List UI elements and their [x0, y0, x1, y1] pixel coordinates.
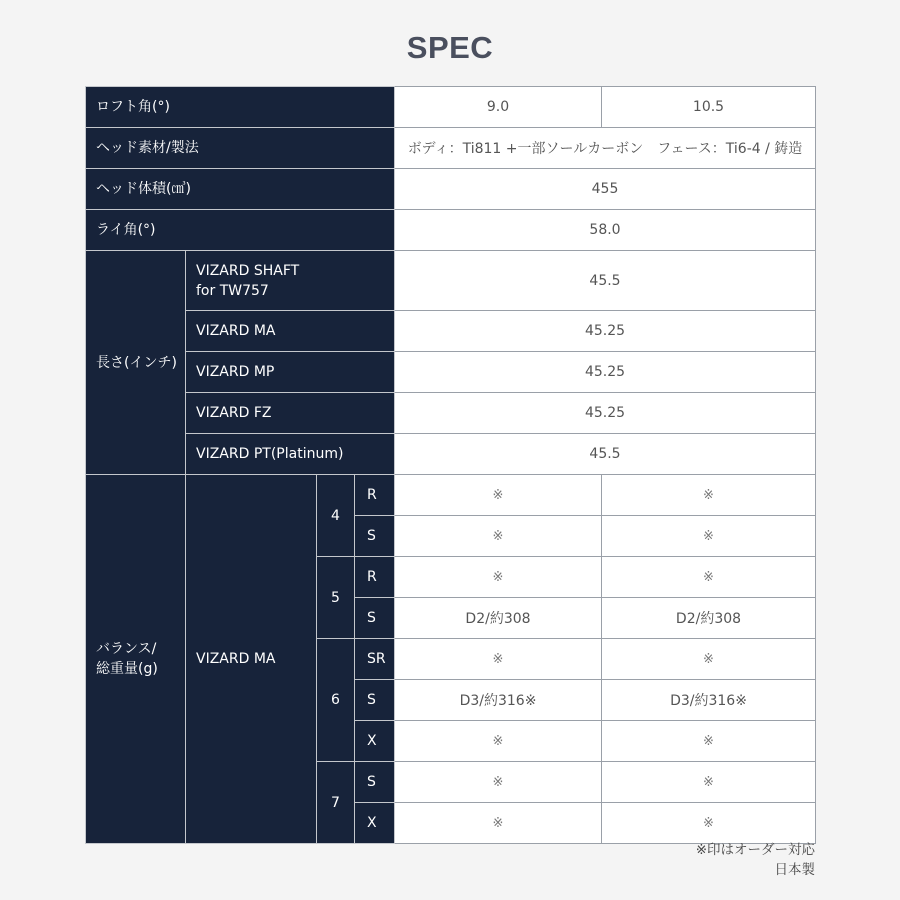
head-material-value: ボディ：Ti811 +一部ソールカーボン フェース：Ti6-4 / 鋳造 — [395, 128, 816, 169]
flex-label: S — [355, 598, 395, 639]
lie-label: ライ角(°) — [86, 210, 395, 251]
head-volume-value: 455 — [395, 169, 816, 210]
balance-shaft-label: VIZARD MA — [186, 475, 317, 844]
balance-value-2: ※ — [602, 762, 816, 803]
length-shaft-label: VIZARD SHAFT for TW757 — [186, 251, 395, 311]
balance-value-2: D2/約308 — [602, 598, 816, 639]
table-row-length — [86, 434, 816, 475]
lie-value: 58.0 — [395, 210, 816, 251]
weight-label: 6 — [317, 639, 355, 762]
balance-value-2: ※ — [602, 557, 816, 598]
balance-value-1: ※ — [395, 557, 602, 598]
loft-value-2: 10.5 — [602, 87, 816, 128]
table-row-lie — [86, 210, 816, 251]
balance-value-2: ※ — [602, 803, 816, 844]
order-note: ※印はオーダー対応 — [695, 842, 815, 858]
balance-value-1: ※ — [395, 762, 602, 803]
length-value: 45.25 — [395, 352, 816, 393]
head-material-label: ヘッド素材/製法 — [86, 128, 395, 169]
length-value: 45.25 — [395, 393, 816, 434]
balance-value-1: D3/約316※ — [395, 680, 602, 721]
weight-label: 5 — [317, 557, 355, 639]
page-title: SPEC — [406, 30, 494, 65]
balance-value-1: ※ — [395, 475, 602, 516]
balance-value-1: ※ — [395, 639, 602, 680]
length-shaft-label: VIZARD MP — [186, 352, 395, 393]
flex-label: R — [355, 475, 395, 516]
balance-value-2: ※ — [602, 516, 816, 557]
length-value: 45.5 — [395, 251, 816, 311]
balance-value-2: D3/約316※ — [602, 680, 816, 721]
length-shaft-label: VIZARD MA — [186, 311, 395, 352]
length-shaft-label: VIZARD PT(Platinum) — [186, 434, 395, 475]
footnotes — [696, 840, 815, 880]
made-in-note: 日本製 — [774, 862, 815, 878]
balance-value-1: ※ — [395, 721, 602, 762]
balance-value-2: ※ — [602, 475, 816, 516]
length-value: 45.25 — [395, 311, 816, 352]
weight-label: 7 — [317, 762, 355, 844]
flex-label: R — [355, 557, 395, 598]
table-row-head-material — [86, 128, 816, 169]
balance-value-2: ※ — [602, 721, 816, 762]
flex-label: X — [355, 721, 395, 762]
spec-table — [85, 86, 816, 844]
flex-label: X — [355, 803, 395, 844]
table-row-length — [86, 352, 816, 393]
flex-label: S — [355, 680, 395, 721]
length-shaft-label: VIZARD FZ — [186, 393, 395, 434]
table-row-loft — [86, 87, 816, 128]
table-row-length — [86, 251, 816, 311]
length-value: 45.5 — [395, 434, 816, 475]
head-volume-label: ヘッド体積(㎤) — [86, 169, 395, 210]
length-label: 長さ(インチ) — [86, 251, 186, 475]
flex-label: S — [355, 516, 395, 557]
balance-value-1: ※ — [395, 516, 602, 557]
table-row-length — [86, 311, 816, 352]
balance-value-2: ※ — [602, 639, 816, 680]
table-row-balance — [86, 475, 816, 516]
flex-label: SR — [355, 639, 395, 680]
weight-label: 4 — [317, 475, 355, 557]
loft-value-1: 9.0 — [395, 87, 602, 128]
table-row-head-volume — [86, 169, 816, 210]
flex-label: S — [355, 762, 395, 803]
loft-label: ロフト角(°) — [86, 87, 395, 128]
balance-label: バランス/ 総重量(g) — [86, 475, 186, 844]
table-row-length — [86, 393, 816, 434]
balance-value-1: D2/約308 — [395, 598, 602, 639]
balance-value-1: ※ — [395, 803, 602, 844]
